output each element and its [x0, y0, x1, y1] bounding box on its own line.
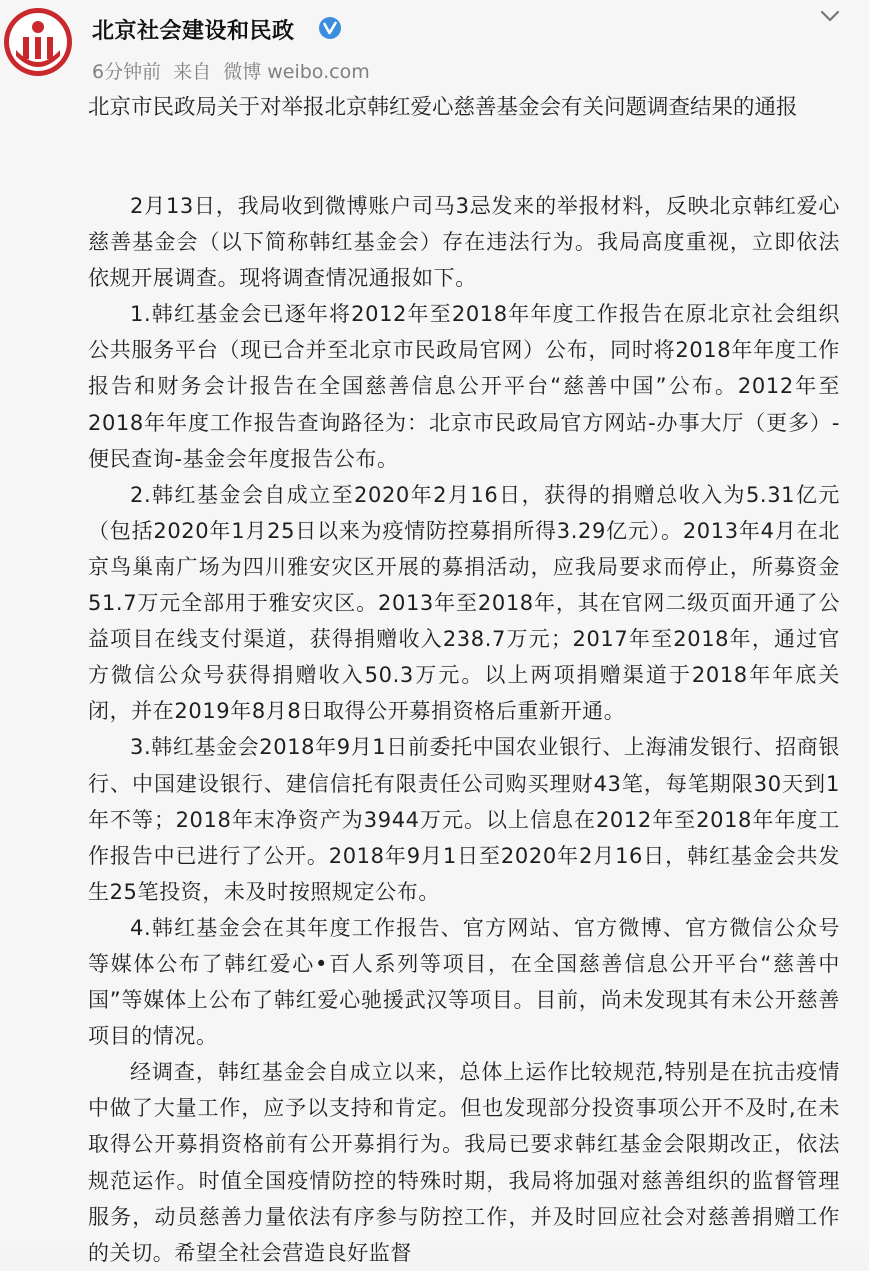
post-paragraph: 1.韩红基金会已逐年将2012年至2018年年度工作报告在原北京社会组织公共服务平台（现已合并至北京市民政局官网）公布，同时将2018年年度工作报告和财务会计报告在全国慈善信息公开平台“慈善中国”公布。2012年至2018年年度工作报告查询路径为：北京市民政局官方网站-办事大厅（更多）-便民查询-基金会年度报告公布。 — [88, 302, 840, 471]
post-source-link[interactable]: 微博 weibo.com — [223, 61, 370, 83]
post-title: 北京市民政局关于对举报北京韩红爱心慈善基金会有关问题调查结果的通报 — [88, 95, 798, 120]
post-paragraph: 3.韩红基金会2018年9月1日前委托中国农业银行、上海浦发银行、招商银行、中国建设银行、建信信托有限责任公司购买理财43笔，每笔期限30天到1年不等；2018年末净资产为3944万元。以上信息在2012年至2018年年度工作报告中已进行了公开。2018年9月1日至2020年2月16日，韩红基金会共发生25笔投资，未及时按照规定公布。 — [88, 735, 840, 904]
verified-badge-icon — [318, 16, 342, 40]
chevron-down-icon[interactable] — [817, 6, 843, 26]
post-paragraph: 4.韩红基金会在其年度工作报告、官方网站、官方微博、官方微信公众号等媒体公布了韩红爱心•百人系列等项目，在全国慈善信息公开平台“慈善中国”等媒体上公布了韩红爱心驰援武汉等项目。目前，尚未发现其有未公开慈善项目的情况。 — [88, 915, 840, 1049]
org-logo-icon[interactable] — [2, 6, 74, 78]
post-body — [88, 188, 840, 1271]
post-paragraph: 2.韩红基金会自成立至2020年2月16日，获得的捐赠总收入为5.31亿元（包括2020年1月25日以来为疫情防控募捐所得3.29亿元）。2013年4月在北京鸟巢南广场为四川雅安灾区开展的募捐活动，应我局要求而停止，所募资金51.7万元全部用于雅安灾区。2013年至2018年，其在官网二级页面开通了公益项目在线支付渠道，获得捐赠收入238.7万元；2017年至2018年，通过官方微信公众号获得捐赠收入50.3万元。以上两项捐赠渠道于2018年年底关闭，并在2019年8月8日取得公开募捐资格后重新开通。 — [88, 482, 840, 724]
post-time: 6分钟前 — [92, 61, 162, 83]
source-prefix: 来自 — [173, 61, 212, 83]
post-paragraph: 经调查，韩红基金会自成立以来，总体上运作比较规范,特别是在抗击疫情中做了大量工作，应予以支持和肯定。但也发现部分投资事项公开不及时,在未取得公开募捐资格前有公开募捐行为。我局已要求韩红基金会限期改正，依法规范运作。时值全国疫情防控的特殊时期，我局将加强对慈善组织的监督管理服务，动员慈善力量依法有序参与防控工作，并及时回应社会对慈善捐赠工作的关切。希望全社会营造良好监督 — [88, 1060, 840, 1265]
post-meta — [92, 57, 376, 84]
post-paragraph: 2月13日，我局收到微博账户司马3忌发来的举报材料，反映北京韩红爱心慈善基金会（以下简称韩红基金会）存在违法行为。我局高度重视，立即依法依规开展调查。现将调查情况通报如下。 — [88, 194, 840, 291]
account-name[interactable]: 北京社会建设和民政 — [92, 19, 295, 44]
